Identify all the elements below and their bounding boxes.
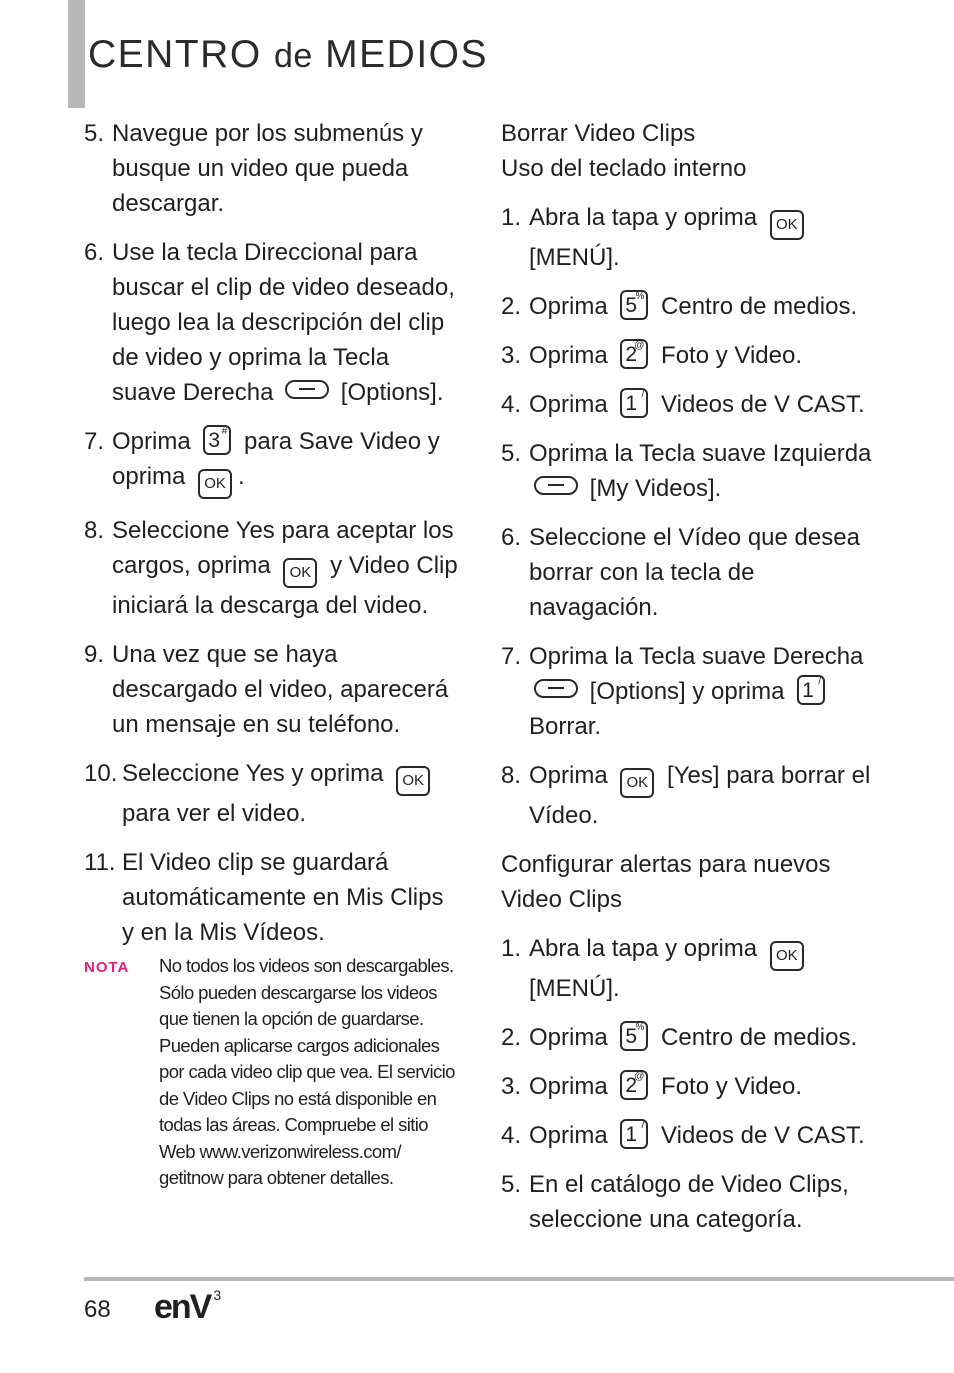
note-text: No todos los videos son descargables. Sólo pueden descargarse los videos que tienen la opción de guardarse. Pueden aplicarse cargos adicionales por cada video clip que vea. El servicio de Video Clips no está disponible en todas las áreas. Compruebe el sitio Web www.verizonwireless.com/ getitnow para obtener detalles. [159,955,455,1188]
left-column [84,116,459,964]
list-item: 8. Seleccione Yes para aceptar los cargos, oprima OK y Video Clip iniciará la descarga del video. [84,517,458,619]
list-item: 2. Oprima 5 % Centro de medios. [501,291,858,320]
list-item: 5. Navegue por los submenús y busque un video que pueda descargar. [84,120,423,217]
list-item: 3. Oprima 2 @ Foto y Video. [501,340,803,369]
list-item: 4. Oprima 1 / Videos de V CAST. [501,1120,865,1149]
page-title: CENTRO de MEDIOS [88,33,489,76]
list-item: 2. Oprima 5 % Centro de medios. [501,1022,858,1051]
list-item: 11. El Video clip se guardará automáticamente en Mis Clips y en la Mis Vídeos. [84,849,444,946]
list-item: 7. Oprima 3 # para Save Video y oprima OK . [84,424,459,499]
key-2-icon: 2 @ [620,1070,648,1100]
right-column [501,116,876,1251]
list-item: 9. Una vez que se haya descargado el video, aparecerá un mensaje en su teléfono. [84,641,449,738]
key-2-icon: 2 @ [620,339,648,369]
right-soft-key-icon [285,380,329,399]
key-1-icon: 1 / [797,675,825,705]
note-label: NOTA [84,959,130,976]
ok-key-icon: OK [283,558,317,588]
key-1-icon: 1 / [620,388,648,418]
list-item: 1. Abra la tapa y oprima OK [MENÚ]. [501,931,876,1006]
list-item: 10. Seleccione Yes y oprima OK para ver el video. [84,756,459,831]
env-logo: enV $^3$ [154,1287,222,1326]
list-item: 5. En el catálogo de Video Clips, seleccione una categoría. [501,1171,849,1233]
list-item: 6. Seleccione el Vídeo que desea borrar con la tecla de navagación. [501,524,860,621]
ok-key-icon: OK [770,941,804,971]
ok-key-icon: OK [770,210,804,240]
page-number: 68 [84,1296,111,1323]
list-item: 4. Oprima 1 / Videos de V CAST. [501,389,865,418]
left-soft-key-icon [534,476,578,495]
list-item: 6. Use la tecla Direccional para buscar el clip de video deseado, luego lea la descripción del clip de video y oprima la Tecla suave Derecha [Options]. [84,239,455,406]
ok-key-icon: OK [198,469,232,499]
list-item: 7. Oprima la Tecla suave Derecha [Options] y oprima 1 / Borrar. [501,643,864,740]
header-accent-bar [68,0,85,108]
key-5-icon: 5 % [620,290,648,320]
list-item: 5. Oprima la Tecla suave Izquierda [My Videos]. [501,440,872,502]
key-1-icon: 1 / [620,1119,648,1149]
section-heading-delete: Borrar Video Clips Uso del teclado interno [501,120,747,182]
ok-key-icon: OK [620,768,654,798]
list-item: 8. Oprima OK [Yes] para borrar el Vídeo. [501,762,871,829]
list-item: 3. Oprima 2 @ Foto y Video. [501,1071,803,1100]
list-item: 1. Abra la tapa y oprima OK [MENÚ]. [501,200,876,275]
right-soft-key-icon [534,679,578,698]
section-heading-alerts: Configurar alertas para nuevos Video Clips [501,851,831,913]
key-5-icon: 5 % [620,1021,648,1051]
key-3-icon: 3 # [203,425,231,455]
ok-key-icon: OK [396,766,430,796]
footer-divider [84,1277,954,1281]
